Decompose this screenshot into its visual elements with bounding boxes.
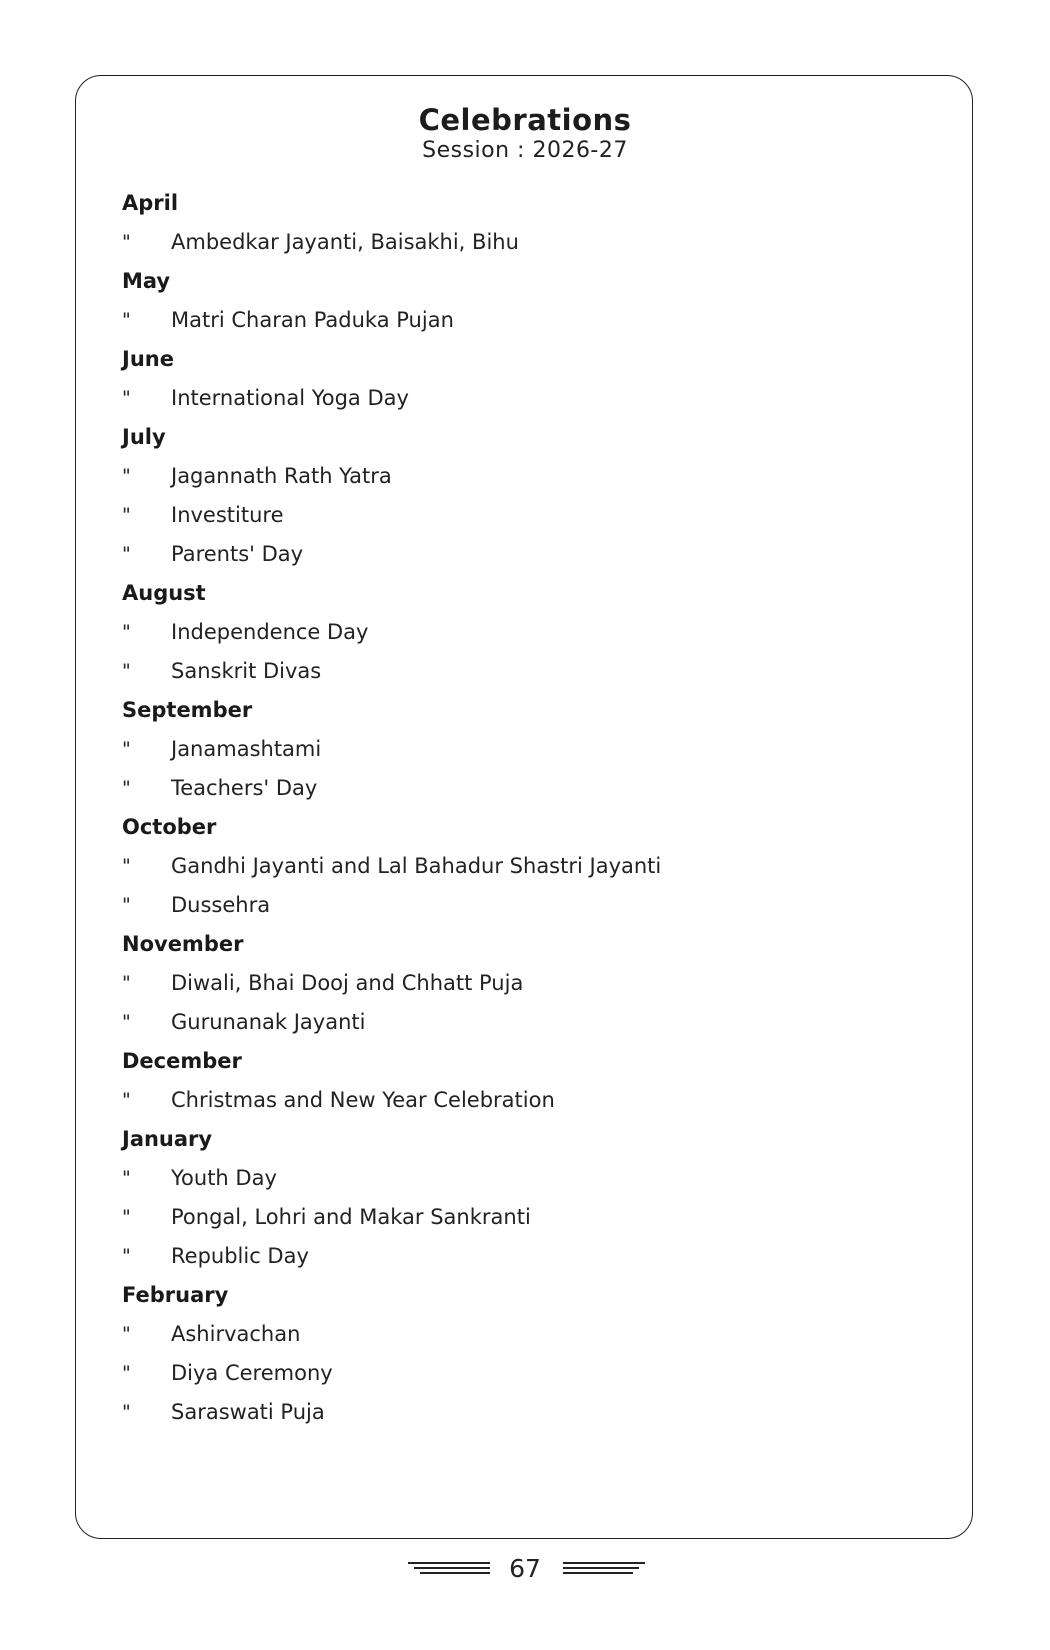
event-label: Pongal, Lohri and Makar Sankranti [171,1205,531,1229]
event-item [122,496,922,535]
event-item [122,1198,922,1237]
event-label: Ambedkar Jayanti, Baisakhi, Bihu [171,230,519,254]
event-item [122,535,922,574]
event-item [122,964,922,1003]
event-label: Gurunanak Jayanti [171,1010,366,1034]
bullet-mark: " [122,1362,131,1384]
event-item [122,223,922,262]
event-label: Jagannath Rath Yatra [171,464,392,488]
bullet-mark: " [122,543,131,565]
event-label: Matri Charan Paduka Pujan [171,308,454,332]
event-label: Teachers' Day [171,776,318,800]
event-label: Diwali, Bhai Dooj and Chhatt Puja [171,971,524,995]
bullet-mark: " [122,972,131,994]
event-item [122,1354,922,1393]
page-footer [0,1549,1050,1589]
event-label: Ashirvachan [171,1322,301,1346]
bullet-mark: " [122,465,131,487]
bullet-mark: " [122,777,131,799]
event-item [122,1393,922,1432]
bullet-mark: " [122,894,131,916]
event-label: Parents' Day [171,542,304,566]
event-label: Janamashtami [171,737,322,761]
event-label: Sanskrit Divas [171,659,322,683]
bullet-mark: " [122,855,131,877]
bullet-mark: " [122,621,131,643]
bullet-mark: " [122,1167,131,1189]
celebration-list [122,184,922,1432]
page-title: Celebrations [418,103,632,137]
event-label: Independence Day [171,620,369,644]
bullet-mark: " [122,660,131,682]
event-item [122,847,922,886]
bullet-mark: " [122,1011,131,1033]
month-heading: May [122,269,171,293]
event-item [122,1237,922,1276]
event-label: Gandhi Jayanti and Lal Bahadur Shastri Jayanti [171,854,662,878]
event-label: International Yoga Day [171,386,409,410]
event-label: Dussehra [171,893,271,917]
month-heading: June [122,347,174,371]
month-heading: September [122,698,253,722]
footer-right-rule [563,1562,645,1576]
event-item [122,1315,922,1354]
event-label: Republic Day [171,1244,309,1268]
bullet-mark: " [122,309,131,331]
event-label: Investiture [171,503,284,527]
bullet-mark: " [122,1323,131,1345]
month-heading: February [122,1283,229,1307]
event-item [122,769,922,808]
event-item [122,886,922,925]
event-label: Youth Day [171,1166,277,1190]
event-item [122,730,922,769]
bullet-mark: " [122,1245,131,1267]
bullet-mark: " [122,231,131,253]
month-heading: April [122,191,179,215]
bullet-mark: " [122,387,131,409]
event-label: Diya Ceremony [171,1361,333,1385]
event-label: Christmas and New Year Celebration [171,1088,555,1112]
bullet-mark: " [122,504,131,526]
bullet-mark: " [122,1089,131,1111]
month-heading: August [122,581,206,605]
event-item [122,1159,922,1198]
event-item [122,457,922,496]
event-item [122,1081,922,1120]
page-number: 67 [509,1554,541,1583]
month-heading: November [122,932,244,956]
event-item [122,379,922,418]
event-item [122,1003,922,1042]
month-heading: July [122,425,166,449]
session-subtitle: Session : 2026-27 [422,138,628,163]
footer-left-rule [408,1562,490,1576]
event-item [122,652,922,691]
month-heading: October [122,815,217,839]
event-item [122,613,922,652]
month-heading: December [122,1049,242,1073]
month-heading: January [122,1127,213,1151]
bullet-mark: " [122,1401,131,1423]
bullet-mark: " [122,1206,131,1228]
event-label: Saraswati Puja [171,1400,325,1424]
event-item [122,301,922,340]
bullet-mark: " [122,738,131,760]
